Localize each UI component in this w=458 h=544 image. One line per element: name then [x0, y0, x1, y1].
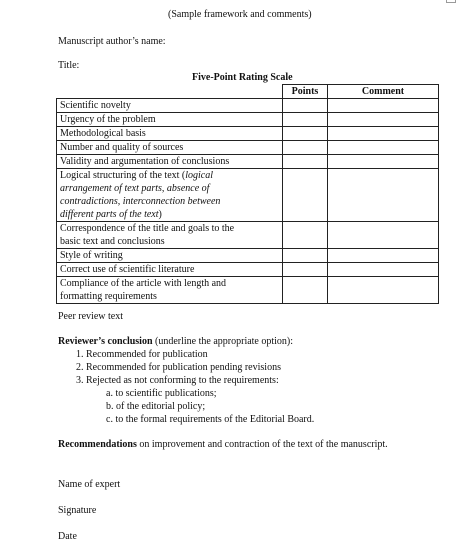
table-row	[57, 263, 439, 277]
criterion-cell: Urgency of the problem	[57, 113, 283, 127]
recommendations-line	[58, 439, 388, 451]
criterion-text: Compliance of the article with length and	[60, 278, 227, 289]
peer-review-label: Peer review text	[58, 311, 123, 322]
table-row	[57, 277, 439, 304]
table-row	[57, 155, 439, 169]
criterion-cell	[57, 222, 283, 249]
rating-table	[56, 84, 439, 304]
conclusion-heading-bold: Reviewer’s conclusion	[58, 336, 153, 347]
conclusion-heading	[58, 336, 293, 348]
points-cell[interactable]	[283, 127, 328, 141]
author-name-label: Manuscript author’s name:	[58, 36, 166, 47]
recommendations-rest: on improvement and contraction of the text of the manuscript.	[136, 439, 388, 450]
header-note: (Sample framework and comments)	[168, 9, 312, 20]
points-cell[interactable]	[283, 249, 328, 263]
table-row	[57, 127, 439, 141]
table-row	[57, 113, 439, 127]
table-row	[57, 99, 439, 113]
sub-option-item: b. of the editorial policy;	[106, 401, 206, 412]
points-cell[interactable]	[283, 113, 328, 127]
table-header-row	[57, 85, 439, 99]
date-label: Date	[58, 531, 77, 542]
points-cell[interactable]	[283, 99, 328, 113]
comment-cell[interactable]	[328, 222, 439, 249]
points-cell[interactable]	[283, 169, 328, 222]
points-cell[interactable]	[283, 141, 328, 155]
signature-label: Signature	[58, 505, 97, 516]
criterion-cell: Correct use of scientific literature	[57, 263, 283, 277]
rating-scale-title: Five-Point Rating Scale	[192, 72, 293, 83]
comment-cell[interactable]	[328, 155, 439, 169]
sub-option-item: a. to scientific publications;	[106, 388, 217, 399]
comment-cell[interactable]	[328, 277, 439, 304]
criterion-italic-text: logical	[185, 170, 214, 181]
criterion-text: Logical structuring of the text (	[60, 170, 186, 181]
comment-cell[interactable]	[328, 127, 439, 141]
recommendations-bold: Recommendations	[58, 439, 137, 450]
comment-cell[interactable]	[328, 141, 439, 155]
criterion-italic-text: different parts of the text	[60, 209, 159, 220]
expert-name-label: Name of expert	[58, 479, 121, 490]
points-header: Points	[283, 85, 328, 99]
criterion-cell: Validity and argumentation of conclusions	[57, 155, 283, 169]
criterion-cell: Methodological basis	[57, 127, 283, 141]
table-row	[57, 169, 439, 222]
criterion-text: basic text and conclusions	[60, 236, 165, 247]
conclusion-heading-rest: (underline the appropriate option):	[152, 336, 294, 347]
points-cell[interactable]	[283, 155, 328, 169]
comment-cell[interactable]	[328, 169, 439, 222]
header-blank-cell	[57, 85, 283, 99]
table-row	[57, 249, 439, 263]
comment-header: Comment	[328, 85, 439, 99]
comment-cell[interactable]	[328, 99, 439, 113]
sub-option-item: c. to the formal requirements of the Editorial Board.	[106, 414, 315, 425]
comment-cell[interactable]	[328, 249, 439, 263]
criterion-cell: Scientific novelty	[57, 99, 283, 113]
criterion-italic-text: contradictions, interconnection between	[60, 196, 221, 207]
comment-cell[interactable]	[328, 263, 439, 277]
points-cell[interactable]	[283, 222, 328, 249]
points-cell[interactable]	[283, 277, 328, 304]
criterion-cell	[57, 277, 283, 304]
page-corner-mark	[446, 0, 456, 3]
criterion-cell: Style of writing	[57, 249, 283, 263]
criterion-text: formatting requirements	[60, 291, 157, 302]
option-item: 1. Recommended for publication	[76, 349, 208, 360]
points-cell[interactable]	[283, 263, 328, 277]
criterion-text: Correspondence of the title and goals to the	[60, 223, 235, 234]
criterion-italic-text: arrangement of text parts, absence of	[60, 183, 210, 194]
option-item: 2. Recommended for publication pending revisions	[76, 362, 281, 373]
comment-cell[interactable]	[328, 113, 439, 127]
criterion-text: )	[158, 209, 162, 220]
criterion-cell: Number and quality of sources	[57, 141, 283, 155]
option-item: 3. Rejected as not conforming to the requirements:	[76, 375, 279, 386]
table-row	[57, 141, 439, 155]
title-label: Title:	[58, 60, 80, 71]
table-row	[57, 222, 439, 249]
criterion-cell	[57, 169, 283, 222]
